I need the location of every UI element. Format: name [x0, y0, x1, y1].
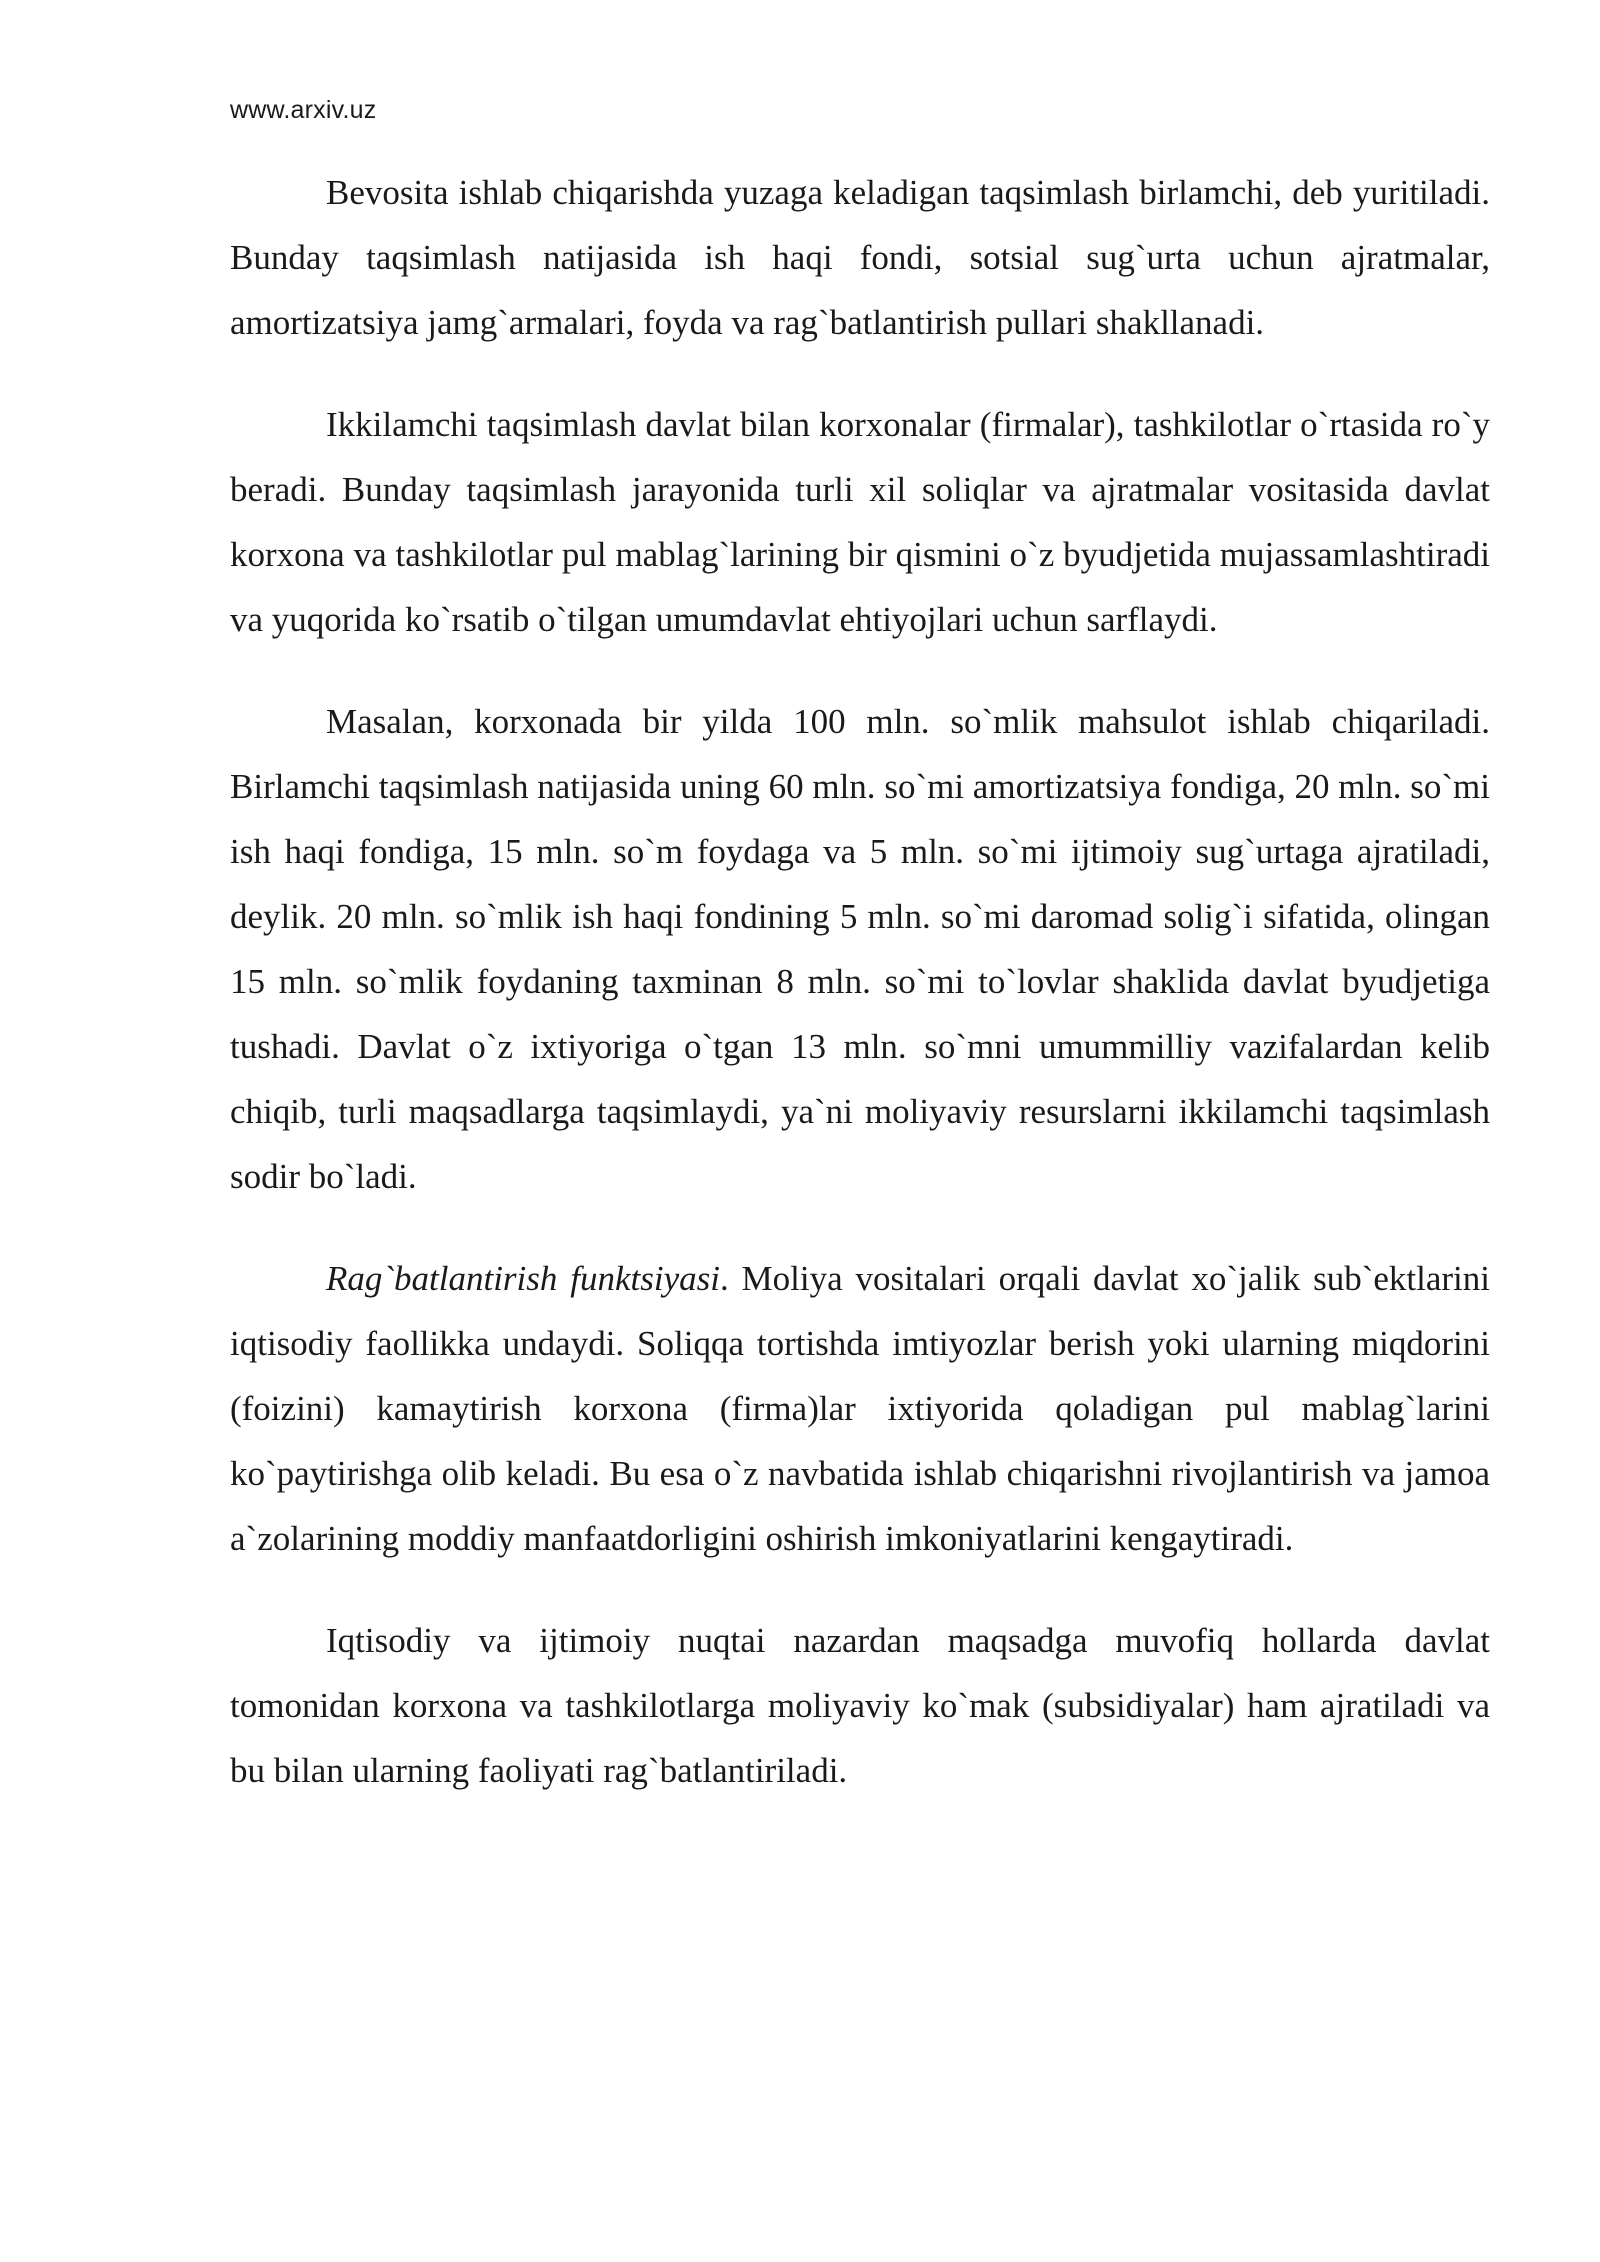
paragraph-secondary-distribution: Ikkilamchi taqsimlash davlat bilan korxonalar (firmalar), tashkilotlar o`rtasida ro`y beradi. Bunday taqsimlash jarayonida turli xil soliqlar va ajratmalar vositasida davlat korxona va tashkilotlar pul mablag`larining bir qismini o`z byudjetida mujassamlashtiradi va yuqorida ko`rsatib o`tilgan umumdavlat ehtiyojlari uchun sarflaydi.	[230, 405, 1490, 639]
paragraph-primary-distribution: Bevosita ishlab chiqarishda yuzaga keladigan taqsimlash birlamchi, deb yuritiladi. Bunday taqsimlash natijasida ish haqi fondi, sotsial sug`urta uchun ajratmalar, amortizatsiya jamg`armalari, foyda va rag`batlantirish pullari shakllanadi.	[230, 173, 1490, 342]
incentive-function-text: . Moliya vositalari orqali davlat xo`jalik sub`ektlarini iqtisodiy faollikka undaydi. Soliqqa tortishda imtiyozlar berish yoki ularning miqdorini (foizini) kamaytirish korxona (firma)lar ixtiyorida qoladigan pul mablag`larini ko`paytirishga olib keladi. Bu esa o`z navbatida ishlab chiqarishni rivojlantirish va jamoa a`zolarining moddiy manfaatdorligini oshirish imkoniyatlarini kengaytiradi.	[230, 1259, 1490, 1558]
incentive-function-heading: Rag`batlantirish funktsiyasi	[326, 1259, 720, 1298]
header-url: www.arxiv.uz	[230, 96, 377, 124]
paragraph-subsidies: Iqtisodiy va ijtimoiy nuqtai nazardan maqsadga muvofiq hollarda davlat tomonidan korxona va tashkilotlarga moliyaviy ko`mak (subsidiyalar) ham ajratiladi va bu bilan ularning faoliyati rag`batlantiriladi.	[230, 1621, 1490, 1790]
paragraph-incentive-function	[230, 1246, 1490, 1571]
document-body	[230, 160, 1490, 1840]
paragraph-example: Masalan, korxonada bir yilda 100 mln. so`mlik mahsulot ishlab chiqariladi. Birlamchi taqsimlash natijasida uning 60 mln. so`mi amortizatsiya fondiga, 20 mln. so`mi ish haqi fondiga, 15 mln. so`m foydaga va 5 mln. so`mi ijtimoiy sug`urtaga ajratiladi, deylik. 20 mln. so`mlik ish haqi fondining 5 mln. so`mi daromad solig`i sifatida, olingan 15 mln. so`mlik foydaning taxminan 8 mln. so`mi to`lovlar shaklida davlat byudjetiga tushadi. Davlat o`z ixtiyoriga o`tgan 13 mln. so`mni umummilliy vazifalardan kelib chiqib, turli maqsadlarga taqsimlaydi, ya`ni moliyaviy resurslarni ikkilamchi taqsimlash sodir bo`ladi.	[230, 702, 1490, 1196]
